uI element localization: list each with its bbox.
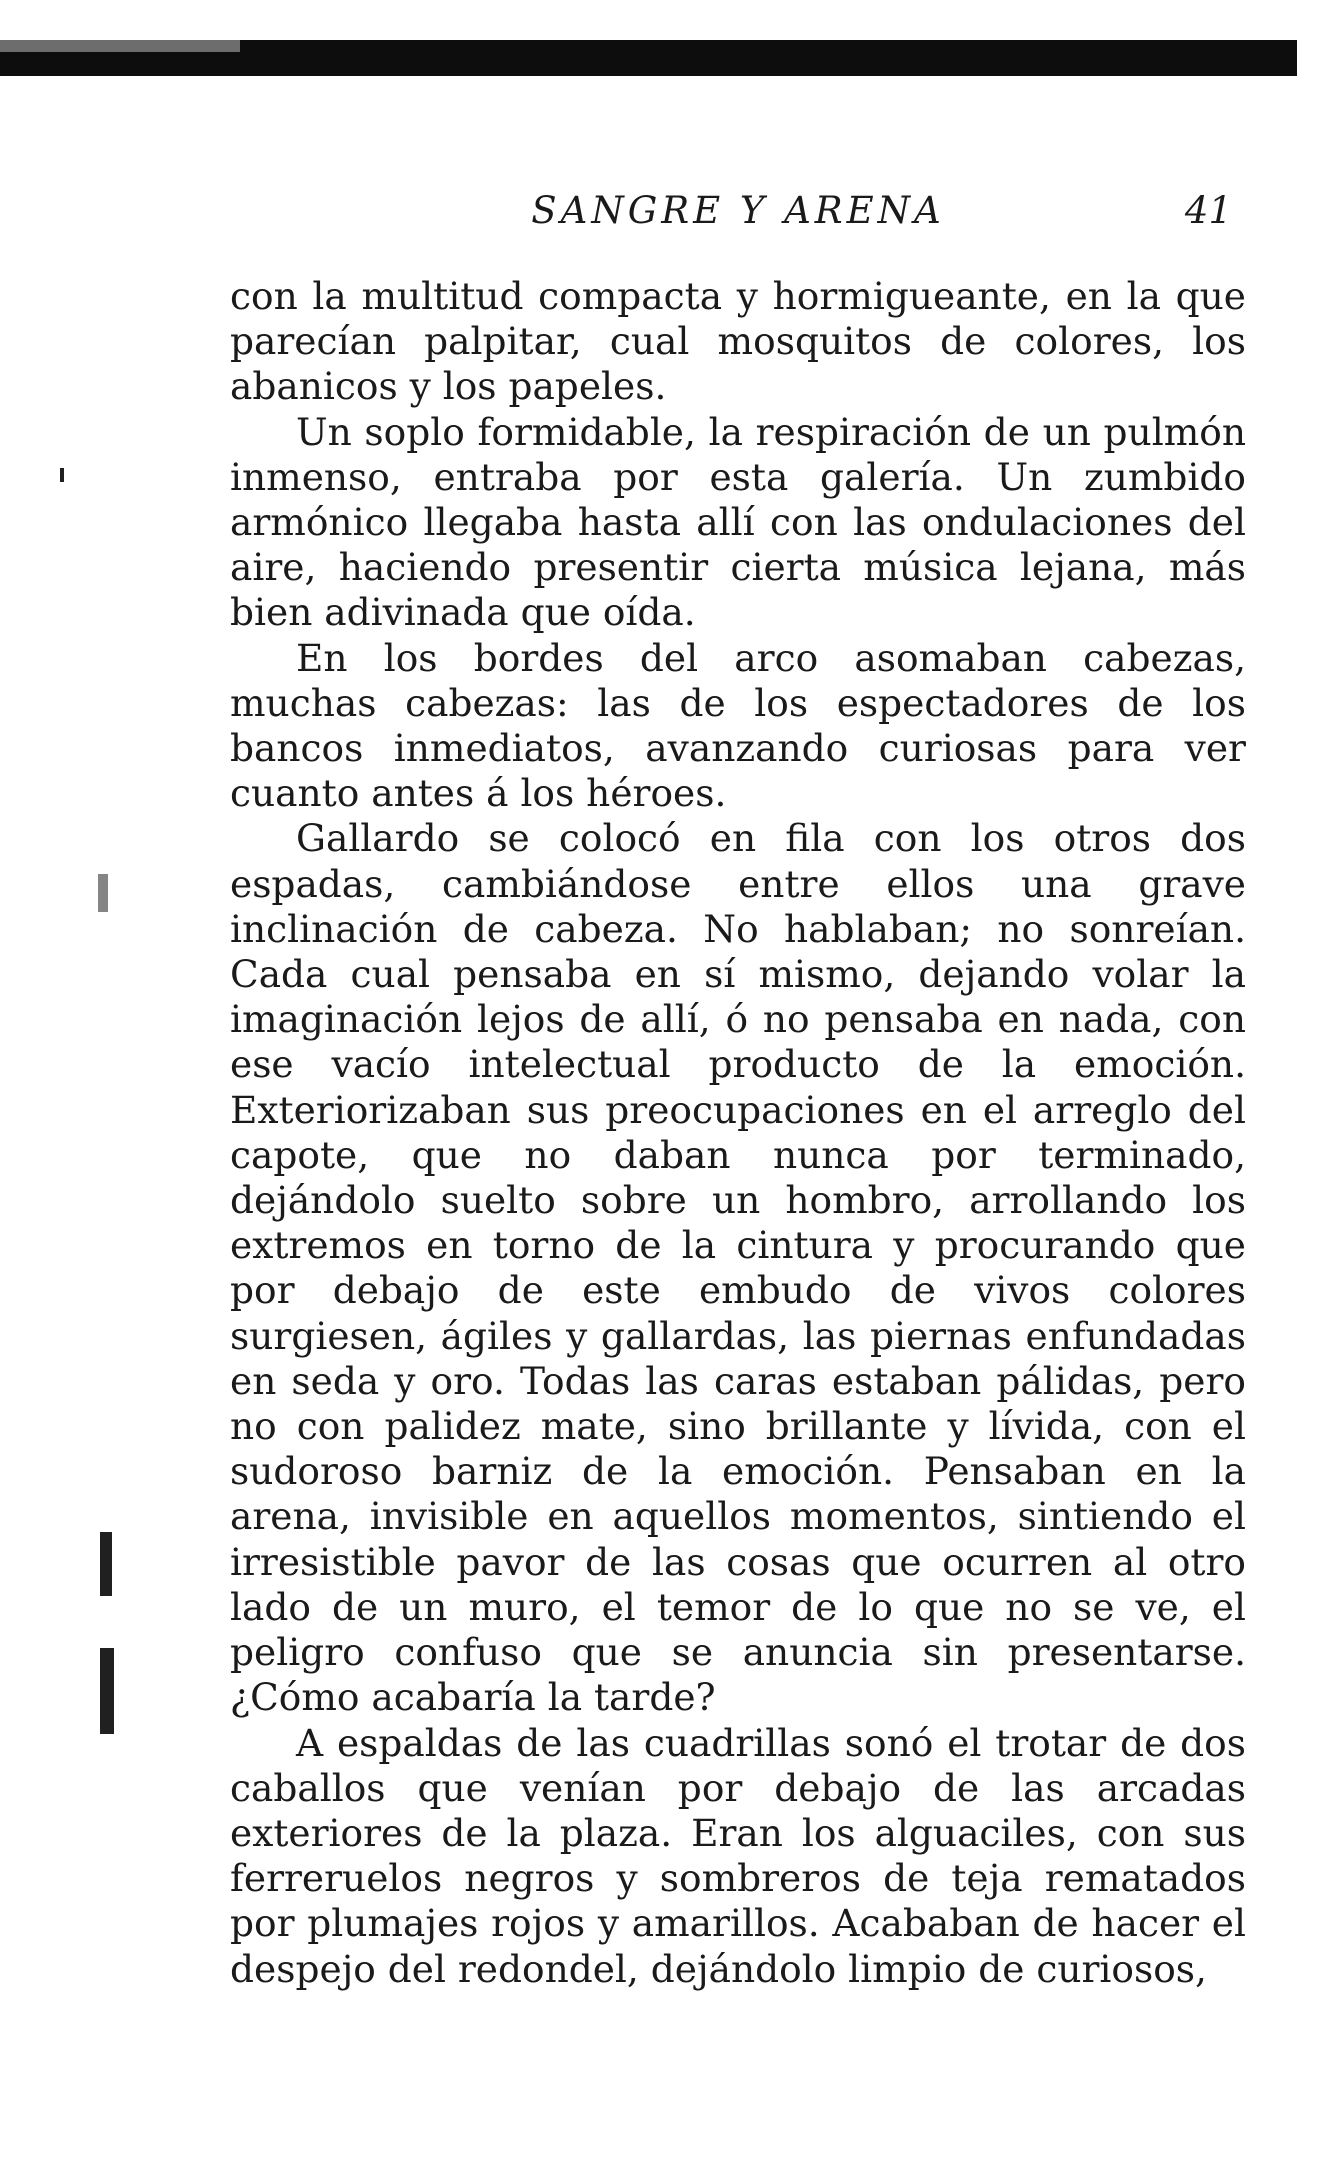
- page-number: 41: [1184, 189, 1232, 232]
- margin-mark-2: [100, 1532, 112, 1596]
- page-header: [232, 186, 1244, 236]
- paragraph-5: A espaldas de las cuadrillas sonó el trotar de dos caballos que venían por debajo de las arcadas exteriores de la plaza. Eran los alguaciles, con sus ferreruelos negros y sombreros de teja rematados por plumajes rojos y amarillos. Acababan de hacer el despejo del redondel, dejándolo limpio de curiosos,: [230, 1720, 1246, 1991]
- paragraph-4: Gallardo se colocó en fila con los otros dos espadas, cambiándose entre ellos una grave inclinación de cabeza. No hablaban; no sonreían. Cada cual pensaba en sí mismo, dejando volar la imaginación lejos de allí, ó no pensaba en nada, con ese vacío intelectual producto de la emoción. Exteriorizaban sus preocupaciones en el arreglo del capote, que no daban nunca por terminado, dejándolo suelto sobre un hombro, arrollando los extremos en torno de la cintura y procurando que por debajo de este embudo de vivos colores surgiesen, ágiles y gallardas, las piernas enfundadas en seda y oro. Todas las caras estaban pálidas, pero no con palidez mate, sino brillante y lívida, con el sudoroso barniz de la emoción. Pensaban en la arena, invisible en aquellos momentos, sintiendo el irresistible pavor de las cosas que ocurren al otro lado de un muro, el temor de lo que no se ve, el peligro confuso que se anuncia sin presentarse. ¿Cómo acabaría la tarde?: [230, 816, 1246, 1720]
- top-rule-fade: [0, 40, 240, 52]
- margin-mark-1: [98, 874, 108, 912]
- paragraph-2: Un soplo formidable, la respiración de un pulmón inmenso, entraba por esta galería. Un zumbido armónico llegaba hasta allí con las ondulaciones del aire, haciendo presentir cierta música lejana, más bien adivinada que oída.: [230, 409, 1246, 635]
- body-text: [230, 274, 1246, 1992]
- paragraph-3: En los bordes del arco asomaban cabezas, muchas cabezas: las de los espectadores de los bancos inmediatos, avanzando curiosas para ver cuanto antes á los héroes.: [230, 635, 1246, 816]
- running-title: SANGRE Y ARENA: [531, 189, 945, 232]
- margin-mark-3: [100, 1648, 114, 1734]
- margin-speck: [60, 468, 64, 482]
- paragraph-1: con la multitud compacta y hormigueante, en la que parecían palpitar, cual mosquitos de colores, los abanicos y los papeles.: [230, 274, 1246, 409]
